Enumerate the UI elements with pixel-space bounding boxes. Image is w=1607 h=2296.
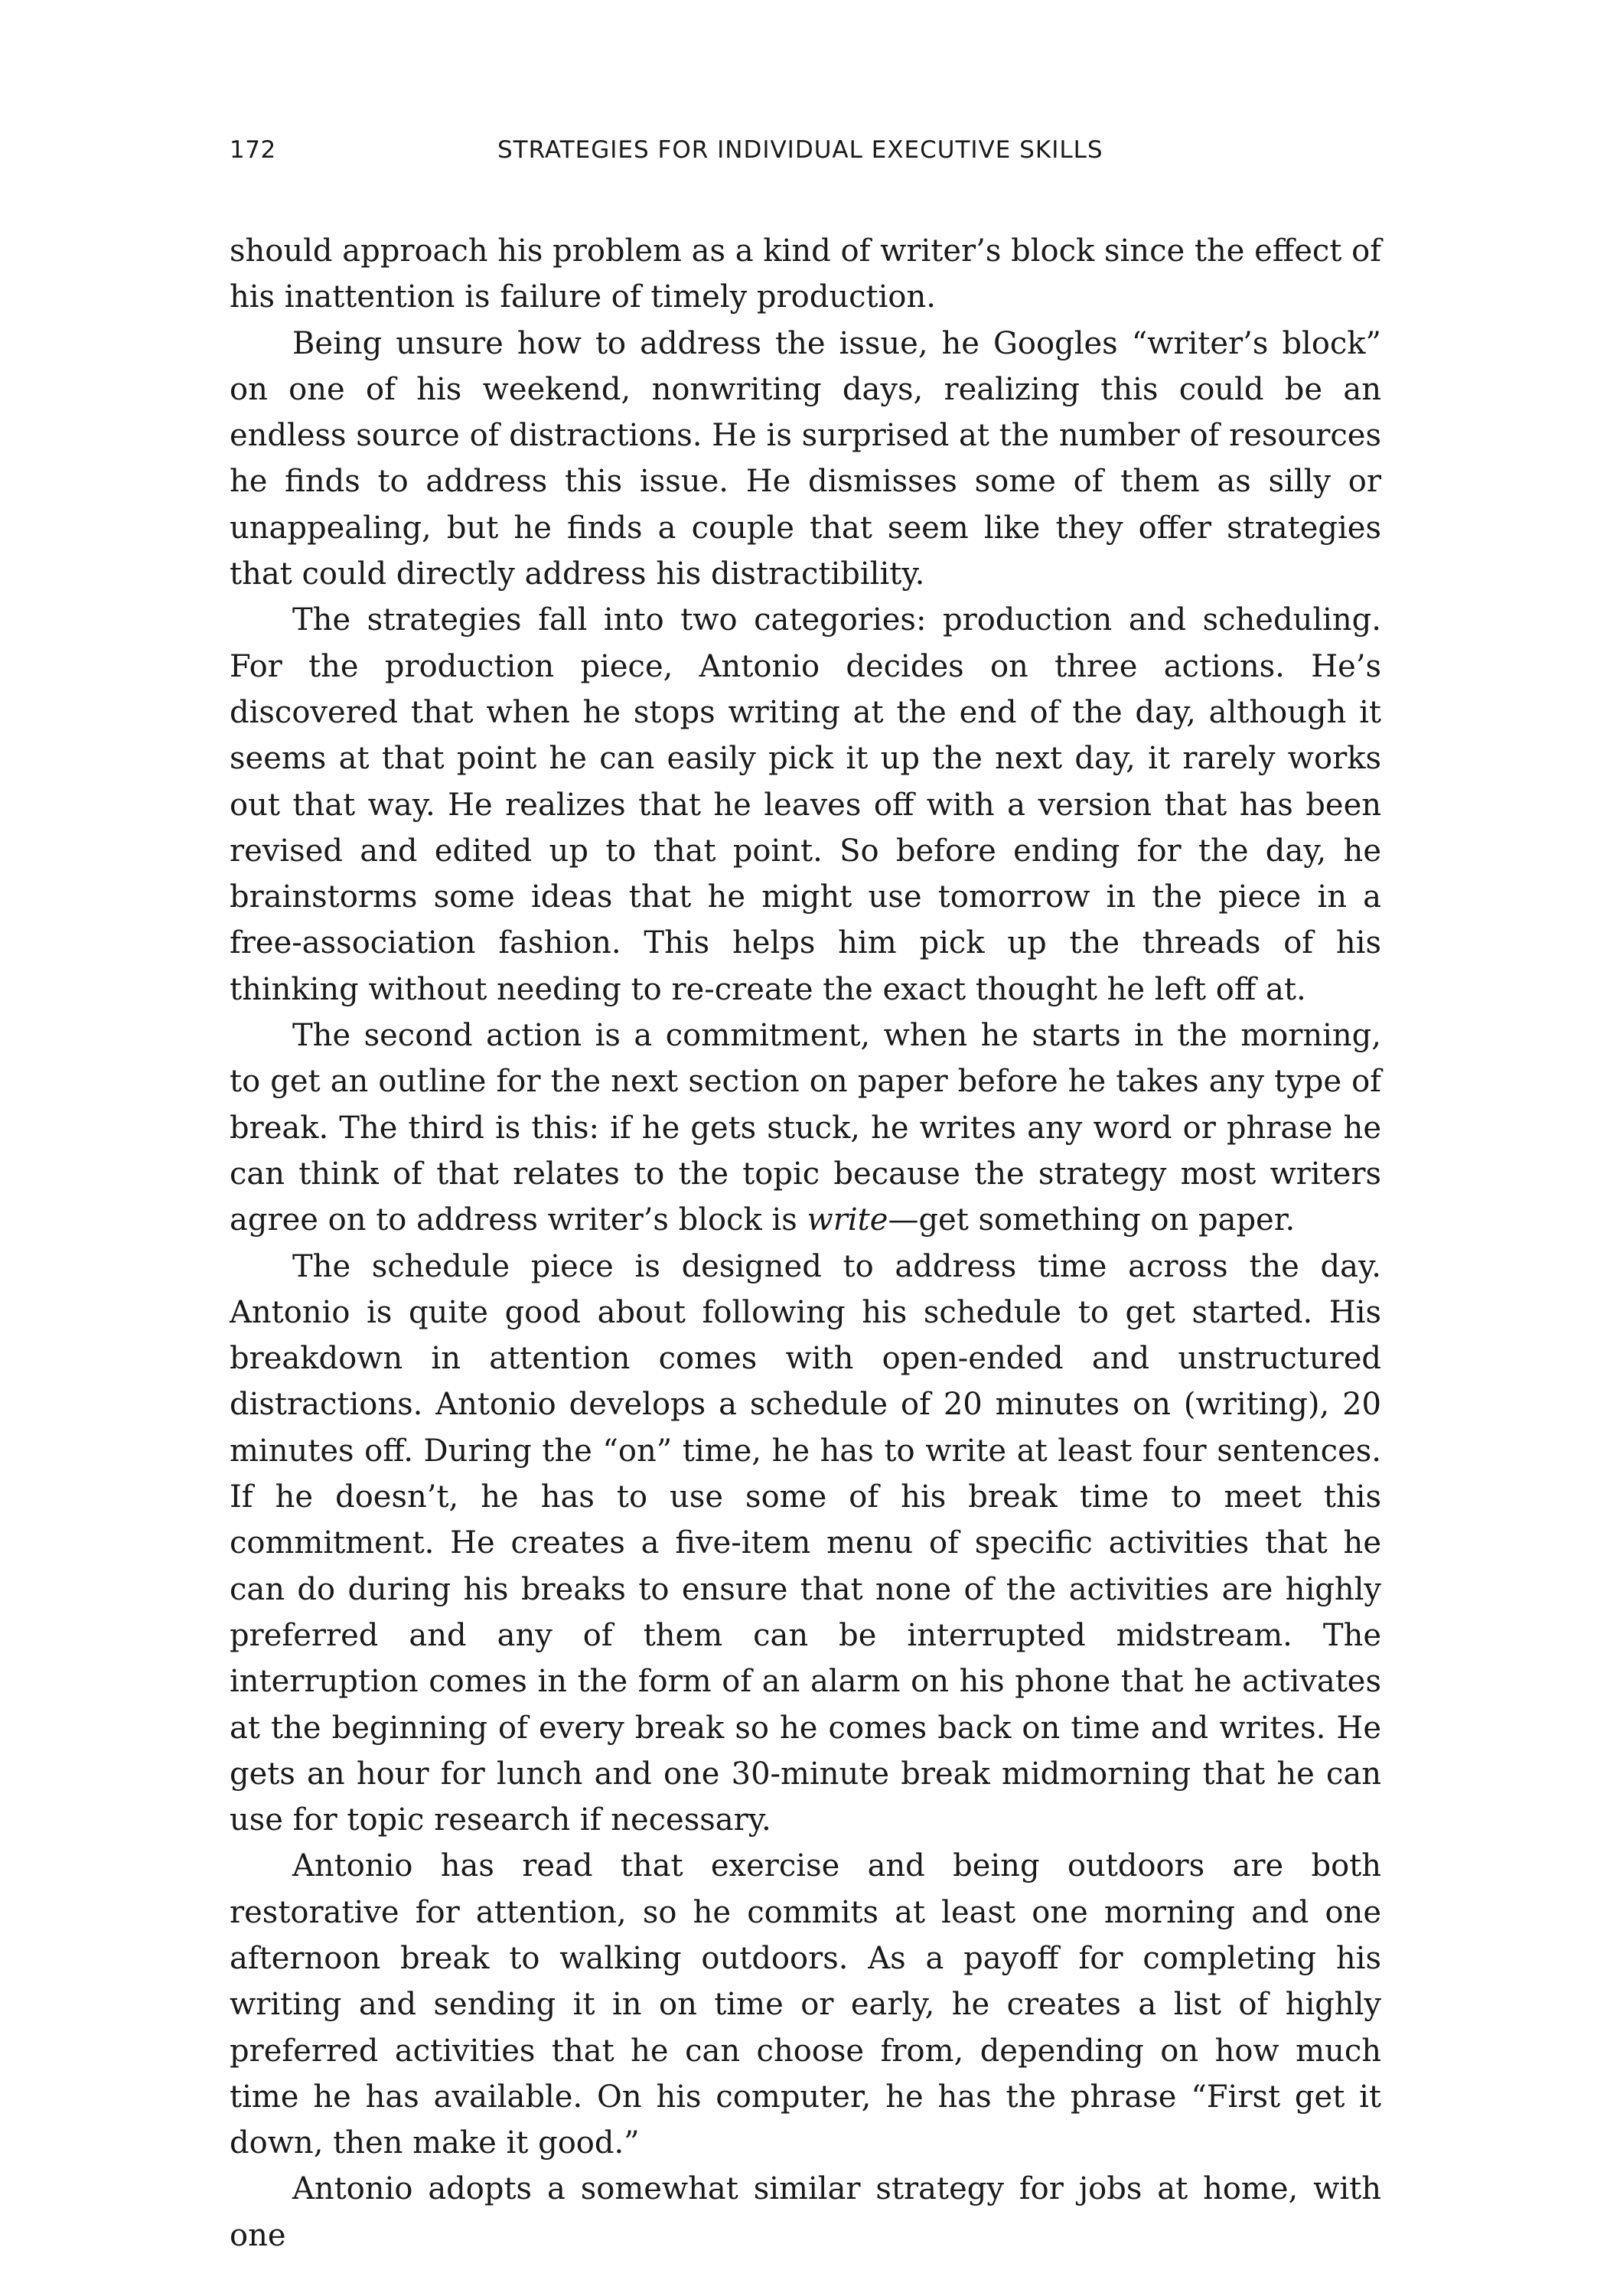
paragraph-3: The strategies fall into two categories: production and scheduling. For the production piece, Antonio decides on three actions. He’s discovered that when he stops writing at the end of the day, although it seems at that point he can easily pick it up the next day, it rarely works out that way. He realizes that he leaves off with a version that has been revised and edited up to that point. So before ending for the day, he brainstorms some ideas that he might use tomorrow in the piece in a free-association fashion. This helps him pick up the threads of his thinking without needing to re-create the exact thought he left off at. — [230, 602, 1381, 1007]
paragraph-1: should approach his problem as a kind of writer’s block since the effect of his inattention is failure of timely production. — [230, 233, 1381, 315]
paragraph-4-text-before: The second action is a commitment, when he starts in the morning, to get an outline for the next section on paper before he takes any type of break. The third is this: if he gets stuck, he writes any word or phrase he can think of that relates to the topic because the strategy most writers agree on to address writer’s block is — [230, 1018, 1381, 1238]
paragraph-4 — [230, 1013, 1381, 1243]
paragraph-4-text-after: —get something on paper. — [888, 1202, 1296, 1238]
running-title: STRATEGIES FOR INDIVIDUAL EXECUTIVE SKILLS — [497, 136, 1103, 164]
paragraph-6: Antonio has read that exercise and being outdoors are both restorative for attention, so he commits at least one morning and one afternoon break to walking outdoors. As a payoff for completing his writing and sending it in on time or early, he creates a list of highly preferred activities that he can choose from, depending on how much time he has available. On his computer, he has the phrase “First get it down, then make it good.” — [230, 1848, 1381, 2161]
emphasized-word-write: write — [807, 1202, 888, 1238]
paragraph-5: The schedule piece is designed to address time across the day. Antonio is quite good about following his schedule to get started. His breakdown in attention comes with open-ended and unstructured distractions. Antonio develops a schedule of 20 minutes on (writing), 20 minutes off. During the “on” time, he has to write at least four sentences. If he doesn’t, he has to use some of his break time to meet this commitment. He creates a five-item menu of specific activities that he can do during his breaks to ensure that none of the activities are highly preferred and any of them can be interrupted midstream. The interruption comes in the form of an alarm on his phone that he activates at the beginning of every break so he comes back on time and writes. He gets an hour for lunch and one 30-minute break midmorning that he can use for topic research if necessary. — [230, 1248, 1381, 1838]
running-head — [230, 136, 1381, 171]
paragraph-7: Antonio adopts a somewhat similar strategy for jobs at home, with one — [230, 2171, 1381, 2253]
page-number: 172 — [230, 136, 276, 164]
paragraph-2: Being unsure how to address the issue, he Googles “writer’s block” on one of his weekend, nonwriting days, realizing this could be an endless source of distractions. He is surprised at the number of resources he finds to address this issue. He dismisses some of them as silly or unappealing, but he finds a couple that seem like they offer strategies that could directly address his distractibility. — [230, 325, 1381, 592]
body-text — [230, 228, 1381, 2258]
